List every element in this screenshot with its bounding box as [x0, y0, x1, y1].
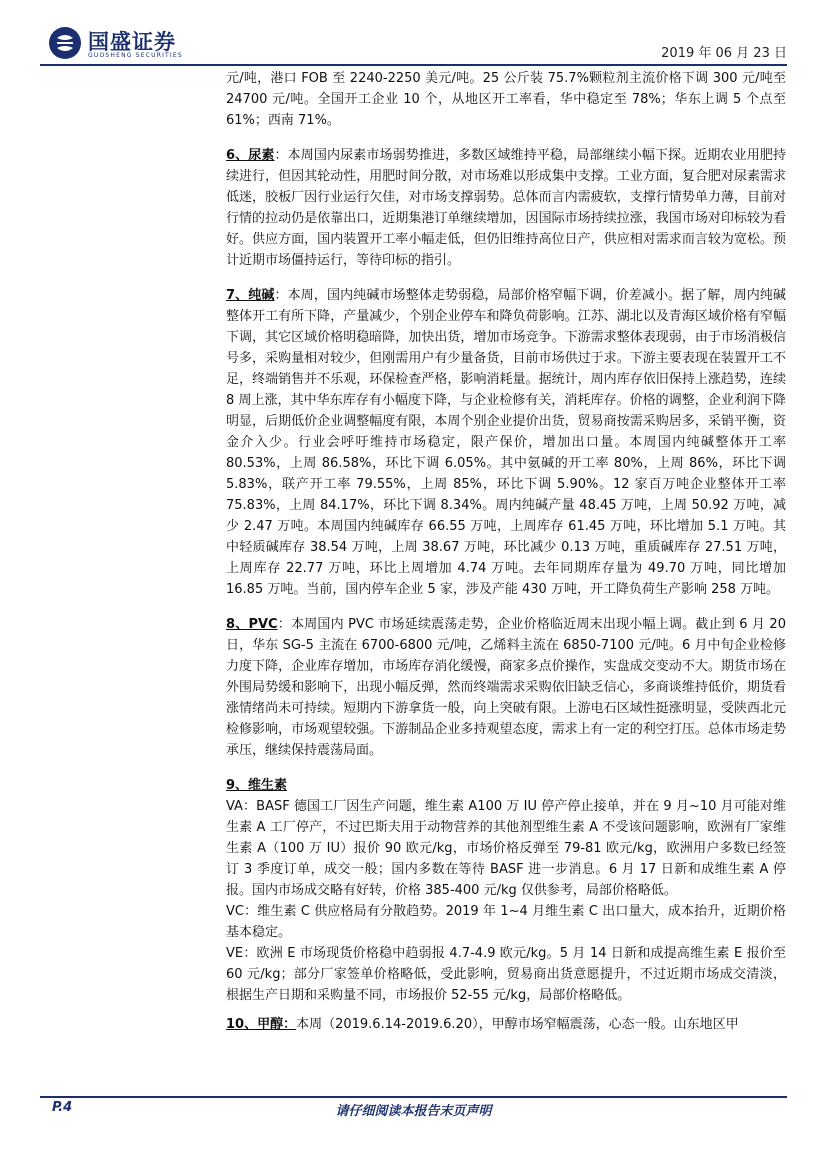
section-text-urea: ：本周国内尿素市场弱势推进，多数区域维持平稳，局部继续小幅下探。近期农业用肥持续进行，但因其轮动性，用肥时间分散，对市场难以形成集中支撑。工业方面，复合肥对尿素需求低迷，胶板厂因行业运行欠佳，对市场支撑弱势。总体而言内需疲软，支撑行情势单力薄，目前对行情的拉动仍是依靠出口，近期集港订单继续增加，因国际市场持续拉涨，我国市场对印标较为看好。供应方面，国内装置开工率小幅走低，但仍旧维持高位日产，供应相对需求而言较为宽松。预计近期市场僵持运行，等待印标的指引。 — [226, 148, 786, 268]
page-header — [40, 18, 787, 64]
footer-disclaimer: 请仔细阅读本报告末页声明 — [335, 1104, 492, 1119]
section-methanol — [226, 1014, 786, 1035]
logo-name: 国盛证券 — [88, 30, 176, 54]
company-logo — [48, 24, 248, 64]
section-urea — [226, 145, 786, 271]
report-date: 2019 年 06 月 23 日 — [661, 46, 787, 61]
section-text-pvc: ：本周国内 PVC 市场延续震荡走势，企业价格临近周末出现小幅上调。截止到 6 月 20 日，华东 SG-5 主流在 6700-6800 元/吨，乙烯料主流在 6850-7100 元/吨。6 月中旬企业检修力度下降，企业库存增加，市场库存消化缓慢，商家多点价操作，实盘成交变动不大。期货市场在外围局势缓和影响下，出现小幅反弹，然而终端需求采购依旧缺乏信心，多商谈维持低价，期货看涨情绪尚未可持续。短期内下游拿货一般，向上突破有限。上游电石区域性挺涨明显，受陕西北元检修影响，市场观望较强。下游制品企业多持观望态度，需求上有一定的利空打压。总体市场走势承压，继续保持震荡局面。 — [226, 617, 786, 758]
page-number: P.4 — [52, 1100, 73, 1115]
section-heading-urea: 6、尿素 — [226, 148, 275, 163]
paragraph-continued: 元/吨，港口 FOB 至 2240-2250 美元/吨。25 公斤装 75.7%颗粒剂主流价格下调 300 元/吨至 24700 元/吨。全国开工企业 10 个，从地区开工率看，华中稳定至 78%；华东上调 5 个点至 61%；西南 71%。 — [226, 71, 786, 128]
report-body — [226, 68, 786, 1035]
section-pvc — [226, 614, 786, 761]
section-soda-ash — [226, 285, 786, 600]
section-heading-vitamins: 9、维生素 — [226, 778, 288, 793]
vitamin-a-paragraph: VA：BASF 德国工厂因生产问题，维生素 A100 万 IU 停产停止接单，并在 9 月~10 月可能对维生素 A 工厂停产，不过巴斯夫用于动物营养的其他剂型维生素 A 不受该问题影响，欧洲有厂家维生素 A（100 万 IU）报价 90 欧元/kg，市场价格反弹至 79-81 欧元/kg，欧洲用户多数已经签订 3 季度订单，成交一般；国内多数在等待 BASF 进一步消息。6 月 17 日新和成维生素 A 停报。国内市场成交略有好转，价格 385-400 元/kg 仅供参考，局部价格略低。 — [226, 799, 786, 898]
section-heading-soda-ash: 7、纯碱 — [226, 288, 275, 303]
section-vitamins — [226, 775, 786, 796]
vitamin-e-paragraph: VE：欧洲 E 市场现货价格稳中趋弱报 4.7-4.9 欧元/kg。5 月 14 日新和成提高维生素 E 报价至 60 元/kg；部分厂家签单价格略低，受此影响，贸易商出货意愿提升，不过近期市场成交清淡，根据生产日期和采购量不同，市场报价 52-55 元/kg，局部价格略低。 — [226, 946, 786, 1003]
section-heading-methanol: 10、甲醇： — [226, 1017, 297, 1032]
section-text-soda-ash: ：本周，国内纯碱市场整体走势弱稳，局部价格窄幅下调，价差减小。据了解，周内纯碱整体开工有所下降，产量减少，个别企业停车和降负荷影响。江苏、湖北以及青海区域价格有窄幅下调，其它区域价格明稳暗降，加快出货，增加市场竞争。下游需求整体表现弱，由于市场消极信号多，采购量相对较少，但刚需用户有少量备货，目前市场供过于求。下游主要表现在装置开工不足，终端销售并不乐观，环保检查严格，影响消耗量。据统计，周内库存依旧保持上涨趋势，连续 8 周上涨，其中华东库存有小幅度下降，与企业检修有关，消耗库存。价格的调整，企业利润下降明显，后期低价企业调整幅度有限，本周个别企业提价出货，贸易商按需采购居多，采销平衡，资金介入少。行业会呼吁维持市场稳定，限产保价，增加出口量。本周国内纯碱整体开工率 80.53%，上周 86.58%，环比下调 6.05%。其中氨碱的开工率 80%，上周 86%，环比下调 5.83%，联产开工率 79.55%，上周 85%，环比下调 5.90%。12 家百万吨企业整体开工率 75.83%，上周 84.17%，环比下调 8.34%。周内纯碱产量 48.45 万吨，上周 50.92 万吨，减少 2.47 万吨。本周国内纯碱库存 66.55 万吨，上周库存 61.45 万吨，环比增加 5.1 万吨。其中轻质碱库存 38.54 万吨，上周 38.67 万吨，环比减少 0.13 万吨，重质碱库存 27.51 万吨，上周库存 22.77 万吨，环比上周增加 4.74 万吨。去年同期库存量为 49.70 万吨，同比增加 16.85 万吨。当前，国内停车企业 5 家，涉及产能 430 万吨，开工降负荷生产影响 258 万吨。 — [226, 288, 786, 597]
vitamin-c-paragraph: VC：维生素 C 供应格局有分散趋势。2019 年 1~4 月维生素 C 出口量大，成本抬升，近期价格基本稳定。 — [226, 904, 786, 940]
logo-mark-icon — [48, 26, 82, 60]
section-heading-pvc: 8、PVC — [226, 617, 278, 632]
logo-subtext: GUOSHENG SECURITIES — [88, 52, 183, 59]
section-text-methanol: 本周（2019.6.14-2019.6.20），甲醇市场窄幅震荡，心态一般。山东地区甲 — [296, 1017, 739, 1032]
footer-divider — [40, 1096, 787, 1098]
header-divider — [40, 64, 787, 66]
